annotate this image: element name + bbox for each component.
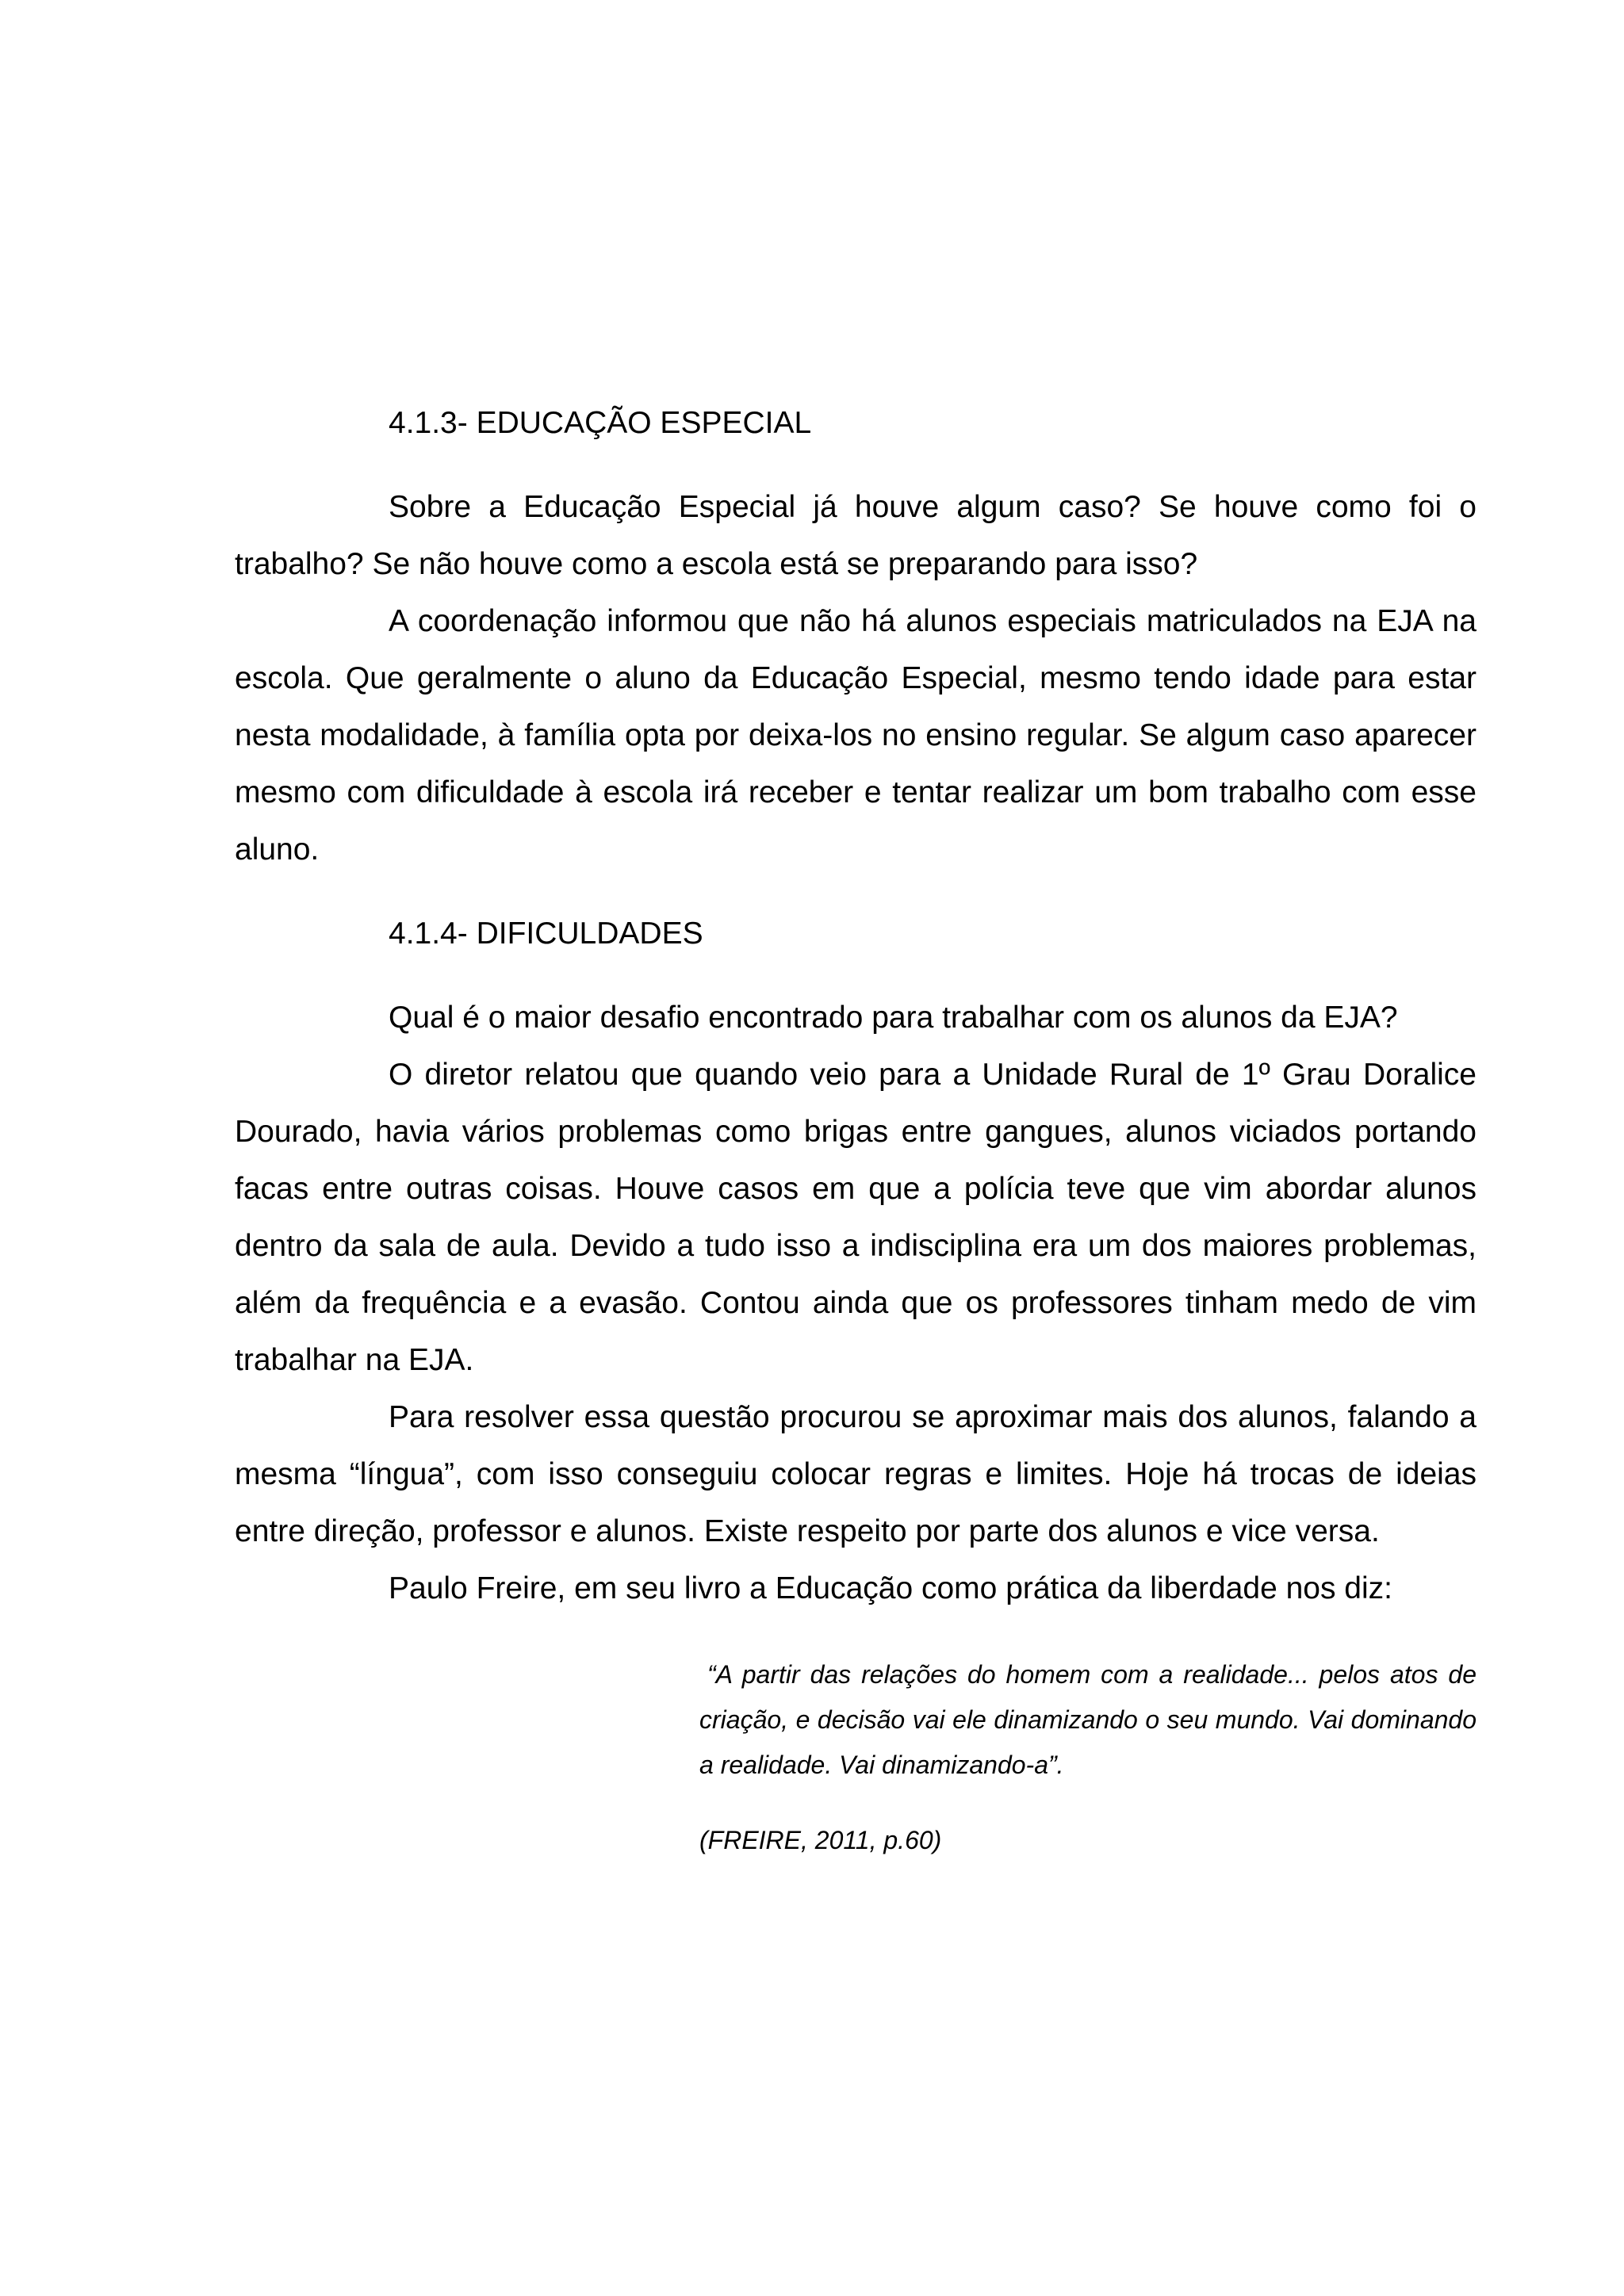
section-heading-4-1-3: 4.1.3- EDUCAÇÃO ESPECIAL bbox=[389, 406, 812, 440]
block-quote bbox=[699, 1652, 1477, 1863]
quote-citation: (FREIRE, 2011, p.60) bbox=[699, 1826, 942, 1854]
section-heading-4-1-4: 4.1.4- DIFICULDADES bbox=[389, 916, 703, 951]
body-paragraph-resolution: Para resolver essa questão procurou se aproximar mais dos alunos, falando a mesma “língua”, com isso conseguiu colocar regras e limites. Hoje há trocas de ideias entre direção, professor e alunos. Existe respeito por parte dos alunos e vice versa. bbox=[235, 1400, 1477, 1548]
question-paragraph-special-education: Sobre a Educação Especial já houve algum caso? Se houve como foi o trabalho? Se não houve como a escola está se preparando para isso? bbox=[235, 490, 1477, 581]
answer-paragraph-special-education: A coordenação informou que não há alunos especiais matriculados na EJA na escola. Que geralmente o aluno da Educação Especial, mesmo tendo idade para estar nesta modalidade, à família opta por deixa-los no ensino regular. Se algum caso aparecer mesmo com dificuldade à escola irá receber e tentar realizar um bom trabalho com esse aluno. bbox=[235, 604, 1477, 867]
body-paragraph-freire-intro: Paulo Freire, em seu livro a Educação como prática da liberdade nos diz: bbox=[389, 1571, 1392, 1605]
question-paragraph-difficulties: Qual é o maior desafio encontrado para trabalhar com os alunos da EJA? bbox=[389, 1001, 1398, 1035]
body-paragraph-director-report: O diretor relatou que quando veio para a Unidade Rural de 1º Grau Doralice Dourado, havia vários problemas como brigas entre gangues, alunos viciados portando facas entre outras coisas. Houve casos em que a polícia teve que vim abordar alunos dentro da sala de aula. Devido a tudo isso a indisciplina era um dos maiores problemas, além da frequência e a evasão. Contou ainda que os professores tinham medo de vim trabalhar na EJA. bbox=[235, 1058, 1477, 1377]
document-page bbox=[235, 395, 1477, 1863]
quote-text: “A partir das relações do homem com a realidade... pelos atos de criação, e decisão vai ele dinamizando o seu mundo. Vai dominando a realidade. Vai dinamizando-a”. bbox=[699, 1660, 1477, 1779]
